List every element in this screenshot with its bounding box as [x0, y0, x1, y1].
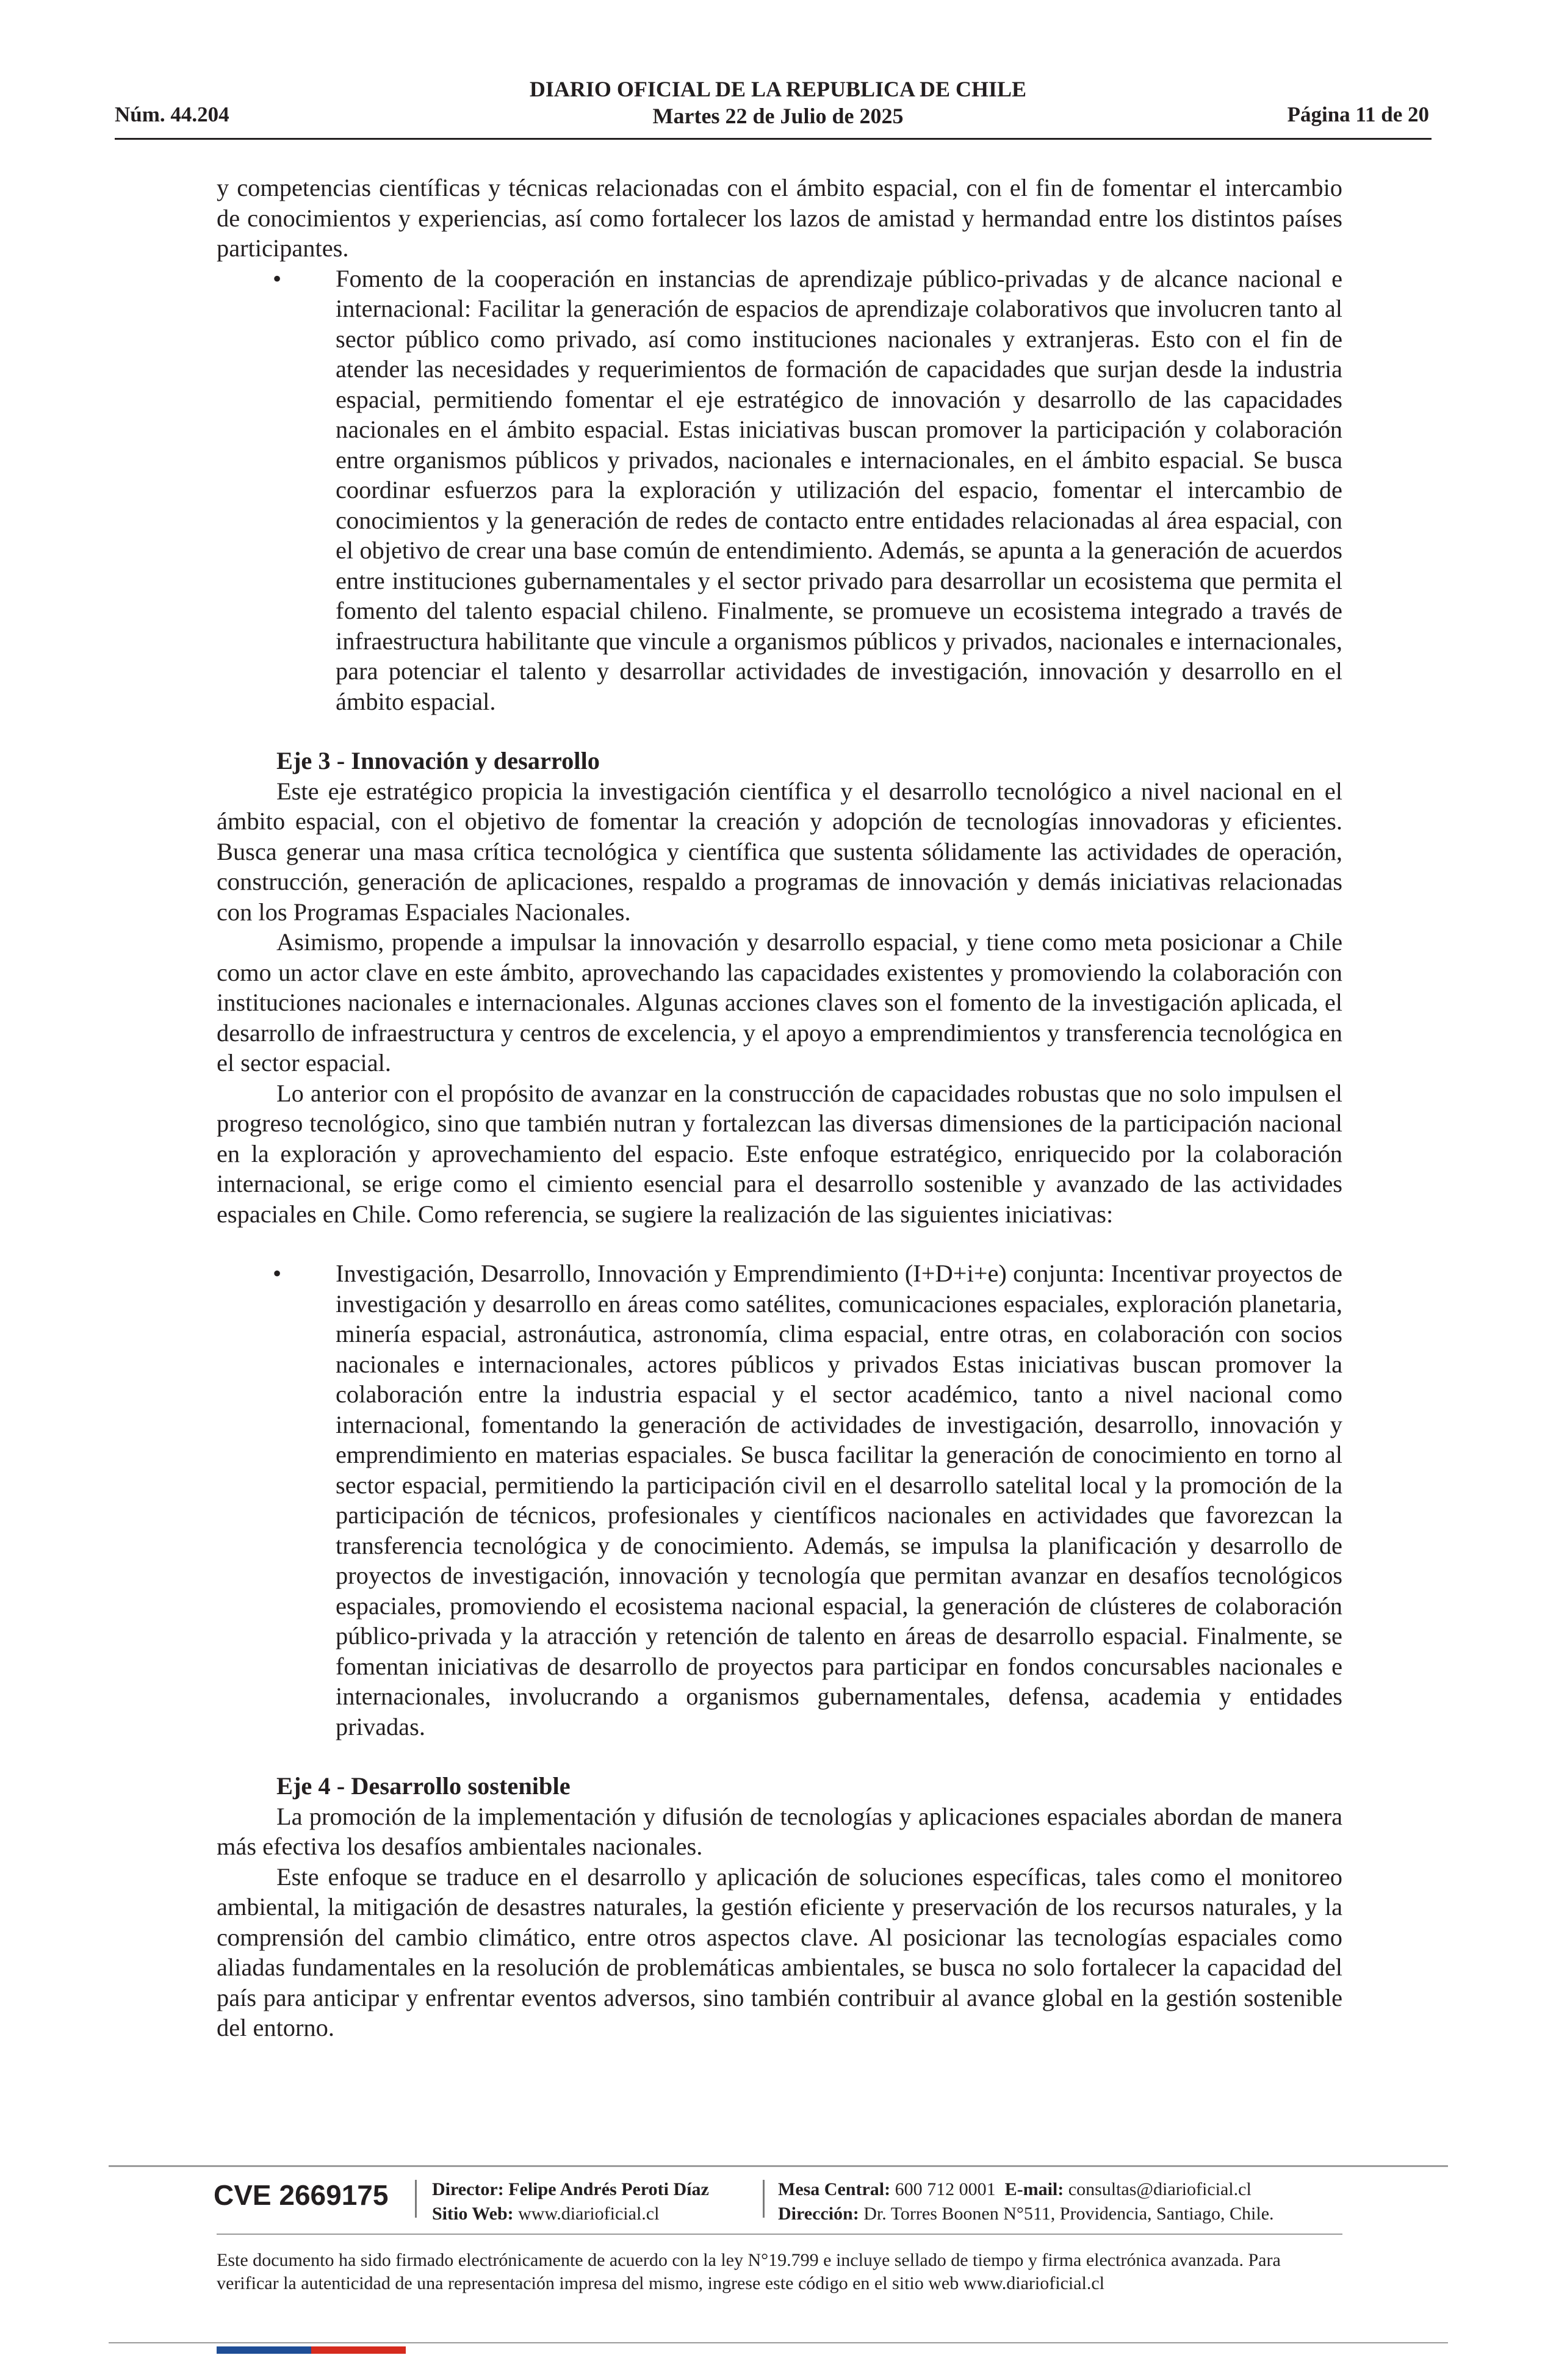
footer-mid-rule — [217, 2234, 1342, 2235]
bullet-cooperation — [217, 264, 1342, 717]
cve-code: CVE 2669175 — [214, 2179, 389, 2211]
email-link[interactable]: consultas@diarioficial.cl — [1068, 2179, 1252, 2199]
contact-block — [778, 2177, 1274, 2226]
phone-label: Mesa Central: — [778, 2179, 891, 2199]
issue-date: Martes 22 de Julio de 2025 — [652, 104, 904, 128]
heading-eje-4: Eje 4 - Desarrollo sostenible — [276, 1772, 571, 1800]
footer-separator — [415, 2180, 417, 2218]
header-rule — [115, 138, 1432, 140]
footer-top-rule — [109, 2165, 1448, 2167]
document-body — [217, 173, 1342, 2043]
email-label: E-mail: — [1004, 2179, 1064, 2199]
flag-stripe-red — [311, 2346, 406, 2354]
spacer — [217, 1229, 1342, 1258]
bullet-idie-text: Investigación, Desarrollo, Innovación y Emprendimiento (I+D+i+e) conjunta: Incentivar proyectos de investigación y desarrollo en áreas como satélites, comunicaciones espaciales, exploración planetaria, minería espacial, astronáutica, astronomía, clima espacial, entre otras, en colaboración con socios nacionales e internacionales, actores públicos y privados Estas iniciativas buscan promover la colaboración entre la industria espacial y el sector académico, tanto a nivel nacional como internacional, fomentando la generación de actividades de investigación, desarrollo, innovación y emprendimiento en materias espaciales. Se busca facilitar la generación de conocimiento en torno al sector espacial, permitiendo la participación civil en el desarrollo satelital local y la promoción de la participación de técnicos, profesionales y científicos nacionales en actividades que favorezcan la transferencia tecnológica y de conocimiento. Además, se impulsa la planificación y desarrollo de proyectos de investigación, innovación y tecnología que permitan avanzar en desafíos tecnológicos espaciales, promoviendo el ecosistema nacional espacial, la generación de clústeres de colaboración público-privada y la atracción y retención de talento en áreas de desarrollo espacial. Finalmente, se fomentan iniciativas de desarrollo de proyectos para participar en fondos concursables nacionales e internacionales, involucrando a organismos gubernamentales, defensa, academia y entidades privadas. — [336, 1260, 1342, 1740]
address-label: Dirección: — [778, 2204, 859, 2224]
website-link[interactable]: www.diarioficial.cl — [518, 2204, 660, 2224]
flag-stripe-blue — [217, 2346, 311, 2354]
issue-number: Núm. 44.204 — [115, 103, 229, 126]
paragraph-eje-3-c: Lo anterior con el propósito de avanzar en la construcción de capacidades robustas que no solo impulsen el progreso tecnológico, sino que también nutran y fortalezcan las diversas dimensiones de la participación nacional en la exploración y aprovechamiento del espacio. Este enfoque estratégico, enriquecido por la colaboración internacional, se erige como el cimiento esencial para el desarrollo sostenible y avanzado de las actividades espaciales en Chile. Como referencia, se sugiere la realización de las siguientes iniciativas: — [217, 1079, 1342, 1228]
footer-bottom-rule — [109, 2342, 1448, 2343]
bullet-icon: • — [273, 264, 282, 292]
phone-value: 600 712 0001 — [895, 2179, 996, 2199]
paragraph-eje-4-a: La promoción de la implementación y difusión de tecnologías y aplicaciones espaciales abordan de manera más efectiva los desafíos ambientales nacionales. — [217, 1802, 1342, 1860]
director-name: Felipe Andrés Peroti Díaz — [508, 2179, 709, 2199]
paragraph-eje-3-b: Asimismo, propende a impulsar la innovación y desarrollo espacial, y tiene como meta posicionar a Chile como un actor clave en este ámbito, aprovechando las capacidades existentes y promoviendo la colaboración con instituciones nacionales e internacionales. Algunas acciones claves son el fomento de la investigación aplicada, el desarrollo de infraestructura y centros de excelencia, y el apoyo a emprendimientos y transferencia tecnológica en el sector espacial. — [217, 928, 1342, 1076]
paragraph-eje-3-a: Este eje estratégico propicia la investigación científica y el desarrollo tecnológico a nivel nacional en el ámbito espacial, con el objetivo de fomentar la creación y adopción de tecnologías innovadoras y eficientes. Busca generar una masa crítica tecnológica y científica que sustenta sólidamente las actividades de operación, construcción, generación de aplicaciones, respaldo a programas de innovación y demás iniciativas relacionadas con los Programas Espaciales Nacionales. — [217, 777, 1342, 926]
director-block — [432, 2177, 709, 2226]
heading-eje-3: Eje 3 - Innovación y desarrollo — [276, 747, 600, 774]
footer-separator — [763, 2180, 765, 2218]
bullet-idie — [217, 1258, 1342, 1742]
website-label: Sitio Web: — [432, 2204, 514, 2224]
bullet-cooperation-text: Fomento de la cooperación en instancias de aprendizaje público-privadas y de alcance nacional e internacional: Facilitar la generación de espacios de aprendizaje colaborativos que involucren tanto al sector público como privado, así como instituciones nacionales y extranjeras. Esto con el fin de atender las necesidades y requerimientos de formación de capacidades que surjan desde la industria espacial, permitiendo fomentar el eje estratégico de innovación y desarrollo de las capacidades nacionales en el ámbito espacial. Estas iniciativas buscan promover la participación y colaboración entre organismos públicos y privados, nacionales e internacionales, en el ámbito espacial. Se busca coordinar esfuerzos para la exploración y utilización del espacio, fomentar el intercambio de conocimientos y la generación de redes de contacto entre entidades relacionadas al área espacial, con el objetivo de crear una base común de entendimiento. Además, se apunta a la generación de acuerdos entre instituciones gubernamentales y el sector privado para desarrollar un ecosistema que permita el fomento del talento espacial chileno. Finalmente, se promueve un ecosistema integrado a través de infraestructura habilitante que vincule a organismos públicos y privados, nacionales e internacionales, para potenciar el talento y desarrollar actividades de investigación, innovación y desarrollo en el ámbito espacial. — [336, 264, 1342, 715]
paragraph-eje-4-b: Este enfoque se traduce en el desarrollo y aplicación de soluciones específicas, tales como el monitoreo ambiental, la mitigación de desastres naturales, la gestión eficiente y preservación de los recursos naturales, y la comprensión del cambio climático, entre otros aspectos clave. Al posicionar las tecnologías espaciales como aliadas fundamentales en la resolución de problemáticas ambientales, se busca no solo fortalecer la capacidad del país para anticipar y enfrentar eventos adversos, sino también contribuir al avance global en la gestión sostenible del entorno. — [217, 1863, 1342, 2041]
page-number: Página 11 de 20 — [1287, 103, 1429, 126]
address-value: Dr. Torres Boonen N°511, Providencia, Santiago, Chile. — [863, 2204, 1274, 2224]
continued-bullet-text: y competencias científicas y técnicas relacionadas con el ámbito espacial, con el fin de fomentar el intercambio de conocimientos y experiencias, así como fortalecer los lazos de amistad y hermandad entre los distintos países participantes. — [217, 174, 1342, 262]
bullet-icon: • — [273, 1260, 282, 1287]
director-label: Director: — [432, 2179, 504, 2199]
legal-notice: Este documento ha sido firmado electrónicamente de acuerdo con la ley N°19.799 e incluye sellado de tiempo y firma electrónica avanzada. Para verificar la autenticidad de una representación impresa del mismo, ingrese este código en el sitio web www.diarioficial.cl — [217, 2250, 1281, 2293]
newspaper-title: DIARIO OFICIAL DE LA REPUBLICA DE CHILE — [529, 77, 1027, 101]
